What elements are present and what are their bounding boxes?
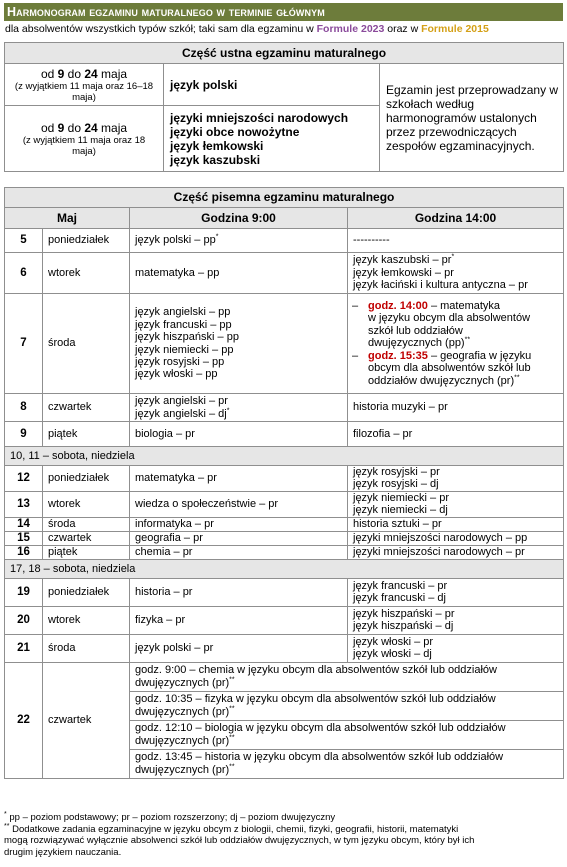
subtitle-connector: oraz w xyxy=(384,23,422,35)
column-header-month: Maj xyxy=(5,208,130,229)
exam-text-part: dwujęzycznych (pr) xyxy=(135,705,230,718)
footnote-mark: ** xyxy=(229,676,235,684)
exam-list xyxy=(348,300,563,387)
exam-time: godz. 15:35 xyxy=(368,349,428,362)
footnote-text: Dodatkowe zadania egzaminacyjne w języku obcym z biologii, chemii, fizyki, geografii, historii, matematyki xyxy=(9,823,459,835)
weekday: wtorek xyxy=(43,253,130,294)
exam-label: język niemiecki – pr xyxy=(353,491,449,504)
page-subtitle xyxy=(5,22,489,36)
table-row xyxy=(5,394,564,422)
oral-date xyxy=(41,121,127,135)
weekday: środa xyxy=(43,634,130,662)
exam-label: język włoski – dj xyxy=(353,648,432,661)
oral-subject: języki obce nowożytne xyxy=(170,124,300,139)
footnote-mark: ** xyxy=(229,705,235,713)
oral-subject: języki mniejszości narodowych xyxy=(170,110,349,125)
exam-text: – geografia w języku xyxy=(427,349,532,362)
footnote-2-line: drugim językiem nauczania. xyxy=(4,846,122,858)
exam-14 xyxy=(348,491,564,517)
day-number: 9 xyxy=(5,422,43,447)
exam-label: język angielski – pr xyxy=(135,395,228,408)
exam-text xyxy=(135,677,563,689)
exam-text: szkół lub oddziałów xyxy=(368,324,463,337)
table-row xyxy=(5,634,564,662)
oral-section-title: Część ustna egzaminu maturalnego xyxy=(5,43,564,64)
weekend-row xyxy=(5,559,564,578)
exam-text: – matematyka xyxy=(427,300,501,313)
exam-label: język hiszpański – pp xyxy=(135,331,239,344)
exam-label: język rosyjski – pr xyxy=(353,466,440,478)
day-number: 16 xyxy=(5,545,43,559)
exam-text: język kaszubski – pr xyxy=(353,254,452,267)
table-row xyxy=(5,229,564,253)
day-number: 8 xyxy=(5,394,43,422)
table-row xyxy=(5,517,564,531)
day-number: 20 xyxy=(5,606,43,634)
subtitle-text: dla absolwentów wszystkich typów szkół; taki sam dla egzaminu w xyxy=(5,23,317,35)
exam-entry xyxy=(130,662,564,691)
day-number: 12 xyxy=(5,466,43,492)
weekday: piątek xyxy=(43,422,130,447)
date-to: 24 xyxy=(84,120,98,135)
exam-9: fizyka – pr xyxy=(130,606,348,634)
exam-label: język hiszpański – pr xyxy=(353,607,455,620)
exam-text: godz. 9:00 – chemia w języku obcym dla absolwentów szkół lub oddziałów xyxy=(135,664,497,677)
weekday: czwartek xyxy=(43,662,130,778)
exam-label: język niemiecki – pp xyxy=(135,343,234,356)
weekday: poniedziałek xyxy=(43,578,130,606)
day-number: 15 xyxy=(5,531,43,545)
oral-subject: język łemkowski xyxy=(170,138,264,153)
table-row xyxy=(5,466,564,492)
table-row xyxy=(5,662,564,691)
exam-label: język rosyjski – dj xyxy=(353,478,439,491)
oral-exam-table xyxy=(4,42,564,172)
exam-9: biologia – pr xyxy=(130,422,348,447)
footnote-mark: * xyxy=(4,810,7,818)
footnote-mark: ** xyxy=(229,734,235,742)
exam-14: języki mniejszości narodowych – pp xyxy=(348,531,564,545)
weekday: poniedziałek xyxy=(43,466,130,492)
bullet-dash: – xyxy=(352,349,359,362)
oral-subject: język polski xyxy=(164,64,380,106)
oral-subject-list xyxy=(164,106,380,172)
column-header-14: Godzina 14:00 xyxy=(348,208,564,229)
weekday: czwartek xyxy=(43,394,130,422)
exam-label: język angielski – pp xyxy=(135,306,231,319)
table-row xyxy=(5,531,564,545)
exam-label: język francuski – pp xyxy=(135,318,232,331)
exam-label: język niemiecki – dj xyxy=(353,504,448,517)
footnote-1 xyxy=(4,812,560,824)
date-prefix: od xyxy=(40,66,58,81)
exam-14 xyxy=(348,466,564,492)
oral-info: Egzamin jest przeprowadzany w szkołach według harmonogramów ustalonych przez przewodniczących zespołów egzaminacyjnych. xyxy=(380,64,564,172)
weekend-label: 17, 18 – sobota, niedziela xyxy=(5,559,564,578)
date-prefix: od xyxy=(40,120,58,135)
exam-text xyxy=(368,337,561,349)
weekday: wtorek xyxy=(43,491,130,517)
exam-text: język angielski – dj xyxy=(135,407,227,420)
exam-text: godz. 12:10 – biologia w języku obcym dla absolwentów szkół lub oddziałów xyxy=(135,722,506,735)
footnote-mark: * xyxy=(451,253,455,261)
column-header-9: Godzina 9:00 xyxy=(130,208,348,229)
day-number: 19 xyxy=(5,578,43,606)
exam-entry xyxy=(130,691,564,720)
table-row xyxy=(5,606,564,634)
exam-9: język polski – pr xyxy=(130,634,348,662)
oral-subject: język kaszubski xyxy=(170,152,261,167)
day-number: 14 xyxy=(5,517,43,531)
exam-label: język hiszpański – dj xyxy=(353,620,454,633)
day-number: 6 xyxy=(5,253,43,294)
exam-label: język łaciński i kultura antyczna – pr xyxy=(353,279,528,292)
oral-date-cell xyxy=(5,106,164,172)
table-row xyxy=(5,578,564,606)
exam-text xyxy=(135,735,563,747)
footnote-mark: * xyxy=(215,233,219,241)
day-number: 13 xyxy=(5,491,43,517)
oral-date-cell xyxy=(5,64,164,106)
date-from: 9 xyxy=(57,66,65,81)
weekday: czwartek xyxy=(43,531,130,545)
oral-date xyxy=(41,67,127,81)
list-item xyxy=(348,350,561,387)
exam-label: język rosyjski – pp xyxy=(135,355,225,368)
footnote-mark: * xyxy=(226,406,230,414)
date-to: 24 xyxy=(84,66,98,81)
date-connector: do xyxy=(64,120,85,135)
oral-date-note: (z wyjątkiem 11 maja oraz 18 maja) xyxy=(22,134,146,157)
exam-label: język francuski – dj xyxy=(353,592,446,605)
exam-text: w języku obcym dla absolwentów xyxy=(368,312,531,325)
footnotes xyxy=(4,812,560,858)
formula-2023-label: Formule 2023 xyxy=(316,23,385,35)
exam-text: godz. 13:45 – historia w języku obcym dla absolwentów szkół lub oddziałów xyxy=(135,751,504,764)
written-section-title: Część pisemna egzaminu maturalnego xyxy=(5,188,564,208)
exam-text-part: dwujęzycznych (pr) xyxy=(135,676,230,689)
page-title: Harmonogram egzaminu maturalnego w terminie głównym xyxy=(4,3,563,21)
exam-entry xyxy=(130,720,564,749)
exam-14 xyxy=(348,606,564,634)
exam-9 xyxy=(130,394,348,422)
table-row xyxy=(5,545,564,559)
list-item xyxy=(348,300,561,350)
oral-date-note: (z wyjątkiem 11 maja oraz 16–18 maja) xyxy=(14,80,154,103)
table-row xyxy=(5,491,564,517)
exam-9: matematyka – pr xyxy=(130,466,348,492)
exam-label: język francuski – pr xyxy=(353,579,448,592)
exam-14: ---------- xyxy=(348,229,564,253)
exam-text-part: dwujęzycznych (pr) xyxy=(135,734,230,747)
exam-label xyxy=(353,254,563,266)
date-connector: do xyxy=(64,66,85,81)
exam-text-part: dwujęzycznych (pr) xyxy=(135,763,230,776)
exam-entry xyxy=(130,749,564,778)
exam-label: język włoski – pr xyxy=(353,635,434,648)
exam-9: chemia – pr xyxy=(130,545,348,559)
written-exam-table xyxy=(4,187,564,779)
exam-text xyxy=(368,375,561,387)
exam-9 xyxy=(130,294,348,394)
exam-14 xyxy=(348,634,564,662)
exam-text-part: dwujęzycznych (pp) xyxy=(368,337,465,350)
date-month: maja xyxy=(97,120,128,135)
table-row xyxy=(5,422,564,447)
weekday: wtorek xyxy=(43,606,130,634)
exam-14 xyxy=(348,294,564,394)
footnote-mark: ** xyxy=(464,336,471,344)
exam-text: obcym dla absolwentów szkół lub xyxy=(368,362,531,375)
weekday: poniedziałek xyxy=(43,229,130,253)
weekend-label: 10, 11 – sobota, niedziela xyxy=(5,447,564,466)
exam-label: język włoski – pp xyxy=(135,368,218,381)
footnote-mark: ** xyxy=(514,373,520,381)
exam-14 xyxy=(348,253,564,294)
exam-label xyxy=(135,408,347,420)
weekday: piątek xyxy=(43,545,130,559)
weekend-row xyxy=(5,447,564,466)
exam-14: historia sztuki – pr xyxy=(348,517,564,531)
exam-time: godz. 14:00 xyxy=(368,300,428,313)
footnote-2 xyxy=(4,824,560,836)
date-from: 9 xyxy=(57,120,65,135)
exam-9 xyxy=(130,229,348,253)
exam-9: matematyka – pp xyxy=(130,253,348,294)
exam-label: język łemkowski – pr xyxy=(353,266,454,279)
exam-text: godz. 10:35 – fizyka w języku obcym dla absolwentów szkół lub oddziałów xyxy=(135,693,496,706)
date-month: maja xyxy=(97,66,128,81)
footnote-mark: ** xyxy=(229,763,235,771)
exam-text-part: oddziałów dwujęzycznych (pr) xyxy=(368,374,515,387)
table-row xyxy=(5,294,564,394)
bullet-dash: – xyxy=(352,300,359,313)
exam-9: geografia – pr xyxy=(130,531,348,545)
footnote-2-line: mogą rozwiązywać wyłącznie absolwenci szkół lub oddziałów dwujęzycznych, w tym języku obcym, który był ich xyxy=(4,835,475,847)
exam-text xyxy=(135,764,563,776)
exam-9: historia – pr xyxy=(130,578,348,606)
footnote-mark: ** xyxy=(4,822,10,830)
exam-text xyxy=(135,706,563,718)
weekday: środa xyxy=(43,517,130,531)
exam-14: historia muzyki – pr xyxy=(348,394,564,422)
formula-2015-label: Formule 2015 xyxy=(421,23,489,35)
day-number: 5 xyxy=(5,229,43,253)
exam-label: język polski – pp xyxy=(135,234,216,247)
day-number: 21 xyxy=(5,634,43,662)
day-number: 7 xyxy=(5,294,43,394)
weekday: środa xyxy=(43,294,130,394)
exam-9: informatyka – pr xyxy=(130,517,348,531)
footnote-text: pp – poziom podstawowy; pr – poziom rozszerzony; dj – poziom dwujęzyczny xyxy=(6,812,336,823)
exam-9: wiedza o społeczeństwie – pr xyxy=(130,491,348,517)
exam-14: filozofia – pr xyxy=(348,422,564,447)
exam-14: języki mniejszości narodowych – pr xyxy=(348,545,564,559)
exam-14 xyxy=(348,578,564,606)
day-number: 22 xyxy=(5,662,43,778)
table-row xyxy=(5,253,564,294)
